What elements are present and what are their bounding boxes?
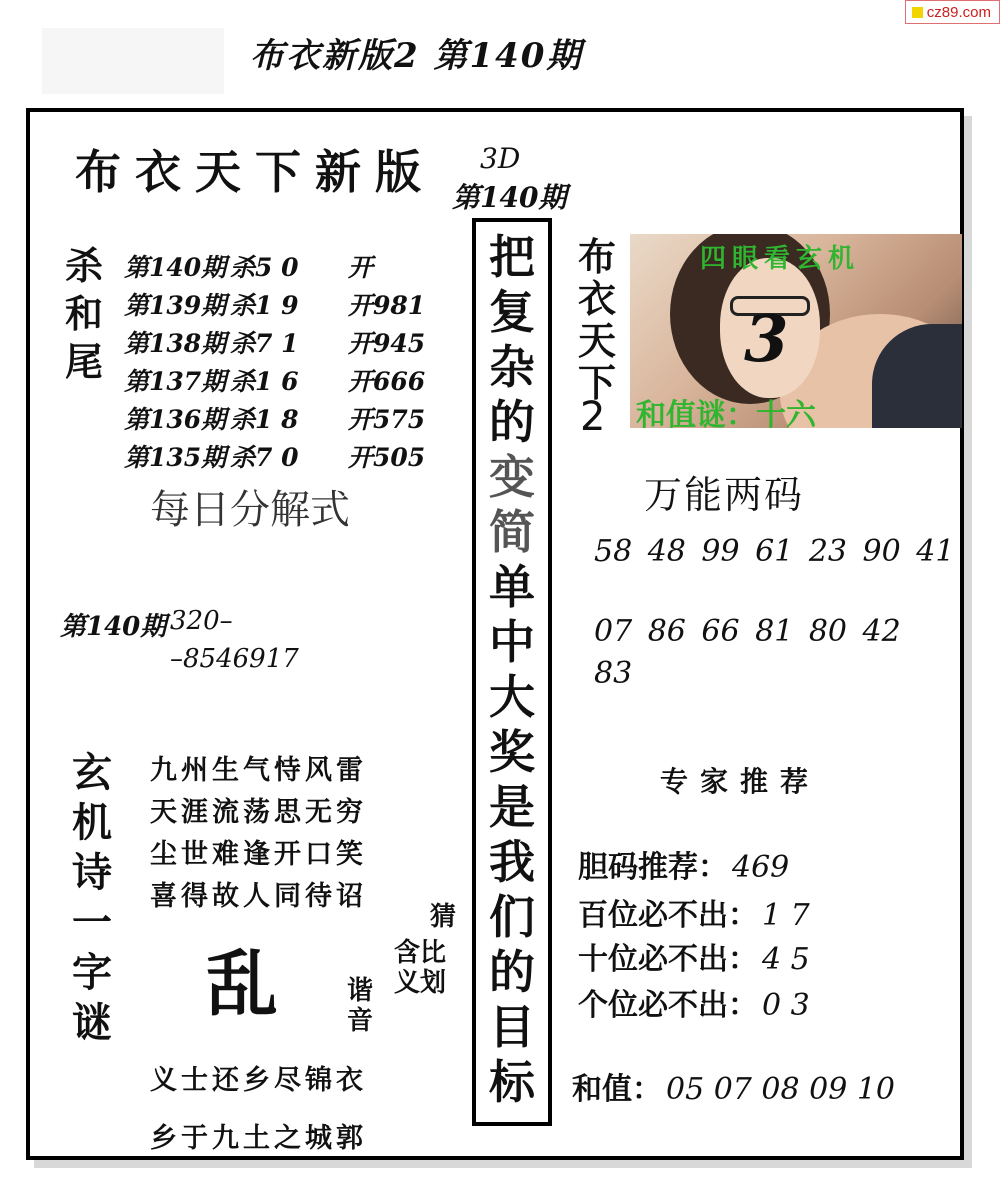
daily-line-2: –8546917 (170, 644, 299, 674)
slogan-char: 奖 (489, 725, 535, 779)
kill-cell-issue: 第138期 (124, 329, 227, 358)
recommend-label: 和值： (572, 1072, 662, 1107)
kill-cell-open: 开945 (348, 329, 426, 358)
recommend-value: 1 7 (762, 898, 810, 933)
kill-cell-kill: 杀5 0 (230, 253, 299, 282)
recommend-value: 4 5 (762, 942, 810, 977)
page-title: 布衣新版2 第140期 (250, 36, 583, 76)
slogan-char: 单 (489, 560, 535, 614)
kill-row (124, 362, 425, 398)
kill-cell-kill: 杀1 9 (230, 291, 299, 320)
kill-cell-issue: 第140期 (124, 253, 227, 282)
kill-cell-kill: 杀7 0 (230, 443, 299, 472)
center-slogan (476, 230, 548, 1110)
poem-line: 九州生气恃风雷 (150, 755, 367, 786)
codes-line-1: 58 48 99 61 23 90 41 (594, 534, 955, 569)
slogan-char: 大 (489, 670, 535, 724)
header-blank-box (42, 28, 224, 94)
slogan-char: 的 (489, 945, 535, 999)
hint-guess: 猜 (429, 902, 456, 932)
vertical-char: 杀 (64, 243, 103, 288)
kill-row (124, 286, 425, 322)
photo-number: 3 (744, 302, 789, 377)
slogan-char: 把 (489, 230, 535, 284)
vertical-char: 玄 (72, 749, 112, 796)
badge-issue: 第140期 (452, 181, 567, 214)
daily-title: 每日分解式 (150, 487, 350, 533)
slogan-char: 的 (489, 395, 535, 449)
kill-cell-issue: 第137期 (124, 367, 227, 396)
kill-cell-kill: 杀1 8 (230, 405, 299, 434)
photo-caption: 四眼看玄机 (700, 244, 861, 274)
recommend-label: 胆码推荐： (578, 850, 728, 885)
poem-tail-line: 义士还乡尽锦衣 (150, 1065, 367, 1096)
kill-label-vertical (62, 242, 106, 386)
poem-tail-line: 乡于九土之城郭 (150, 1123, 367, 1154)
codes-line-2: 07 86 66 81 80 42 (594, 614, 901, 649)
recommend-label: 个位必不出： (578, 988, 758, 1023)
poem-line: 尘世难逢开口笑 (150, 839, 367, 870)
recommend-row (578, 980, 810, 1024)
vertical-char: 布 (577, 234, 616, 279)
hint-meaning: 含比义划 (394, 938, 447, 998)
vertical-char: 机 (72, 799, 112, 846)
slogan-char: 目 (489, 1000, 535, 1054)
badge-3d: 3D (480, 142, 521, 175)
slogan-char: 标 (489, 1055, 535, 1109)
watermark-text: cz89.com (926, 3, 991, 21)
vertical-char: 衣 (577, 276, 616, 321)
recommend-value: 0 3 (762, 988, 810, 1023)
recommend-label: 百位必不出： (578, 898, 758, 933)
slogan-char: 杂 (489, 340, 535, 394)
vertical-char: 和 (64, 291, 103, 336)
vertical-char: 尾 (64, 339, 103, 384)
poem-line: 喜得故人同待诏 (150, 881, 367, 912)
expert-title: 专家推荐 (660, 765, 821, 798)
left-main-title: 布衣天下新版 (75, 145, 435, 199)
recommend-label: 十位必不出： (578, 942, 758, 977)
poem-label-vertical (64, 748, 120, 1048)
universal-codes-title: 万能两码 (644, 473, 805, 517)
slogan-char: 复 (489, 285, 535, 339)
vertical-char: 诗 (72, 849, 112, 896)
daily-line-1: 320– (170, 606, 233, 636)
kill-row (124, 400, 425, 436)
daily-issue: 第140期 (60, 612, 167, 642)
vertical-char: 字 (72, 949, 112, 996)
recommend-row (578, 842, 789, 886)
vertical-char: 一 (72, 899, 112, 946)
kill-cell-open: 开666 (348, 367, 426, 396)
slogan-char: 变 (489, 450, 535, 504)
kill-cell-open: 开981 (348, 291, 426, 320)
kill-row (124, 438, 425, 474)
kill-cell-open: 开505 (348, 443, 426, 472)
kill-cell-open: 开575 (348, 405, 426, 434)
slogan-char: 中 (489, 615, 535, 669)
site-watermark[interactable] (905, 0, 1000, 24)
hint-homophone: 谐音 (346, 976, 373, 1036)
slogan-char: 我 (489, 835, 535, 889)
photo-hint: 和值谜：十六 (636, 398, 816, 433)
recommend-value: 469 (732, 850, 790, 885)
riddle-character: 乱 (206, 941, 279, 1026)
kill-cell-kill: 杀7 1 (230, 329, 299, 358)
kill-cell-kill: 杀1 6 (230, 367, 299, 396)
kill-cell-issue: 第139期 (124, 291, 227, 320)
vertical-char: 下 (577, 360, 616, 405)
slogan-char: 们 (489, 890, 535, 944)
kill-cell-open: 开 (348, 253, 374, 282)
brand-vertical (572, 236, 622, 404)
kill-row (124, 324, 425, 360)
recommend-value: 05 07 08 09 10 (666, 1072, 896, 1107)
vertical-char: 谜 (72, 999, 112, 1046)
recommend-row (572, 1064, 895, 1108)
brand-number: 2 (580, 394, 606, 440)
kill-row (124, 248, 373, 284)
recommend-row (578, 890, 810, 934)
kill-cell-issue: 第136期 (124, 405, 227, 434)
vertical-char: 天 (577, 318, 616, 363)
brand-square-icon (912, 7, 923, 18)
codes-line-3: 83 (594, 656, 633, 691)
center-slogan-column (472, 218, 552, 1126)
recommend-row (578, 934, 810, 978)
kill-cell-issue: 第135期 (124, 443, 227, 472)
slogan-char: 是 (489, 780, 535, 834)
poem-line: 天涯流荡思无穷 (150, 797, 367, 828)
slogan-char: 简 (489, 505, 535, 559)
